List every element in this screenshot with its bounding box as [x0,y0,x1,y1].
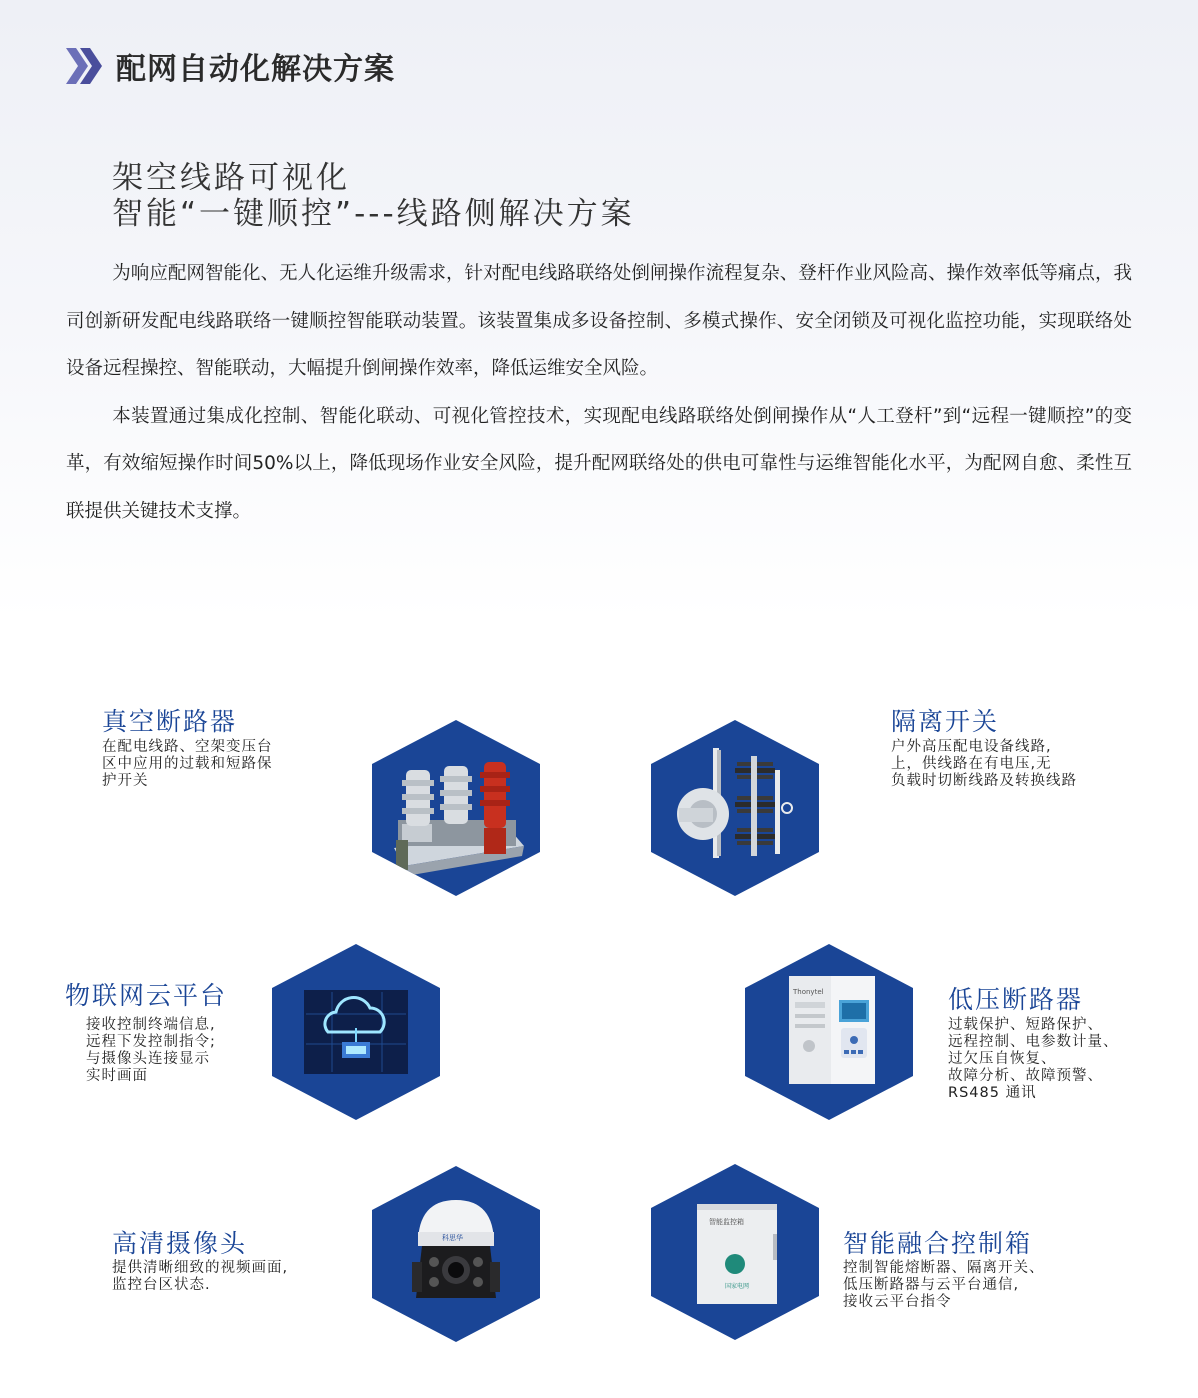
desc-line: 监控台区状态. [112,1277,211,1293]
vacuum-breaker-title: 真空断路器 [102,707,238,736]
lv-brand-text: Thonytel [793,988,824,996]
desc-line: 接收控制终端信息, [86,1017,216,1033]
desc-line: 区中应用的过载和短路保 [102,756,273,772]
desc-line: 低压断路器与云平台通信, [843,1277,1020,1293]
desc-line: 过欠压自恢复、 [948,1051,1057,1067]
isolation-switch-desc [891,739,1077,790]
lv-breaker-hexagon [745,944,913,1120]
vacuum-breaker-image [372,720,540,896]
desc-line: 过载保护、短路保护、 [948,1017,1103,1033]
desc-line: 故障分析、故障预警、 [948,1068,1103,1084]
lv-breaker-title: 低压断路器 [948,985,1084,1014]
control-box-hexagon [651,1164,819,1340]
desc-line: 负载时切断线路及转换线路 [891,773,1077,789]
camera-brand-text: 科思华 [442,1234,463,1242]
hd-camera-desc [112,1260,288,1294]
desc-line: 与摄像头连接显示 [86,1051,210,1067]
hd-camera-hexagon [372,1166,540,1342]
control-box-title: 智能融合控制箱 [843,1229,1033,1258]
subtitle-line-1: 架空线路可视化 [112,160,350,196]
desc-line: 远程控制、电参数计量、 [948,1034,1119,1050]
desc-line: 接收云平台指令 [843,1294,952,1310]
vacuum-breaker-hexagon [372,720,540,896]
page-title: 配网自动化解决方案 [116,52,395,87]
iot-cloud-hexagon [272,944,440,1120]
control-box-desc [843,1260,1045,1311]
desc-line: 护开关 [102,773,149,789]
double-chevron-icon [66,46,104,86]
box-logo-text: 国家电网 [725,1283,750,1290]
hd-camera-image [372,1166,540,1342]
intro-text [66,250,1132,535]
hd-camera-title: 高清摄像头 [112,1229,248,1258]
section-header [66,44,395,88]
subtitle [112,160,635,232]
iot-cloud-image [272,944,440,1120]
lv-breaker-image [745,944,913,1120]
control-box-image [651,1164,819,1340]
intro-paragraph-1: 为响应配网智能化、无人化运维升级需求，针对配电线路联络处倒闸操作流程复杂、登杆作业风险高、操作效率低等痛点，我司创新研发配电线路联络一键顺控智能联动装置。该装置集成多设备控制、多模式操作、安全闭锁及可视化监控功能，实现联络处设备远程操控、智能联动，大幅提升倒闸操作效率，降低运维安全风险。 [66,263,1132,379]
isolation-switch-hexagon [651,720,819,896]
subtitle-line-2: 智能“一键顺控”---线路侧解决方案 [112,196,635,232]
box-label-text: 智能监控箱 [709,1218,744,1226]
desc-line: 远程下发控制指令; [86,1034,216,1050]
desc-line: 控制智能熔断器、隔离开关、 [843,1260,1045,1276]
desc-line: RS485 通讯 [948,1085,1037,1101]
vacuum-breaker-desc [102,739,273,790]
isolation-switch-title: 隔离开关 [891,707,1000,736]
desc-line: 上，供线路在有电压,无 [891,756,1052,772]
desc-line: 户外高压配电设备线路, [891,739,1052,755]
desc-line: 提供清晰细致的视频画面, [112,1260,289,1276]
lv-breaker-desc [948,1017,1119,1102]
intro-paragraph-2: 本装置通过集成化控制、智能化联动、可视化管控技术，实现配电线路联络处倒闸操作从“人工登杆”到“远程一键顺控”的变革，有效缩短操作时间50%以上，降低现场作业安全风险，提升配网联络处的供电可靠性与运维智能化水平，为配网自愈、柔性互联提供关键技术支撑。 [66,405,1132,522]
desc-line: 实时画面 [86,1068,148,1084]
iot-cloud-title: 物联网云平台 [65,981,228,1010]
isolation-switch-image [651,720,819,896]
desc-line: 在配电线路、空架变压台 [102,739,273,755]
iot-cloud-desc [86,1017,216,1085]
